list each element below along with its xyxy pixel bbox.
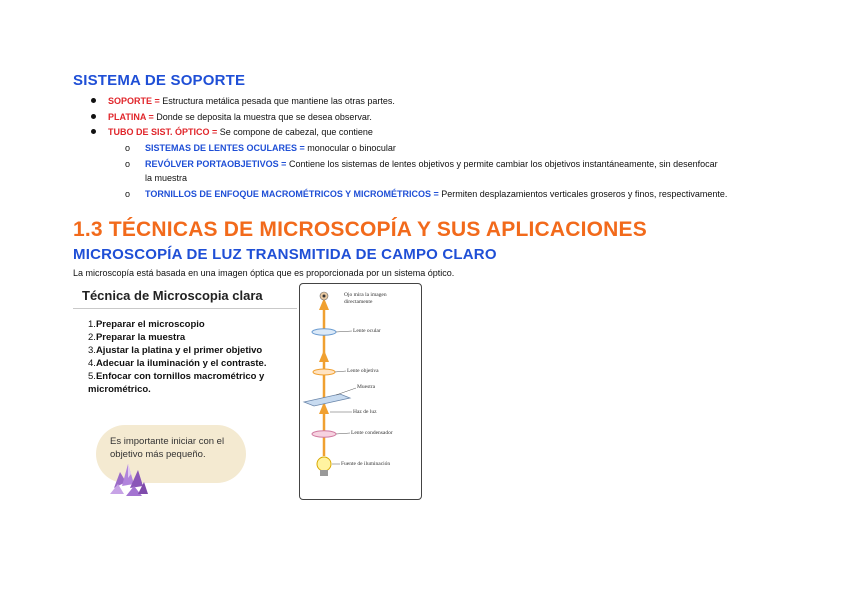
step-number: 2. — [88, 332, 96, 343]
ocular-pointer — [336, 331, 352, 332]
desc-revolver-cont: la muestra — [145, 173, 188, 183]
step-item — [88, 370, 284, 396]
condenser-lens — [312, 431, 336, 437]
step-number: 1. — [88, 319, 96, 330]
sample-slide — [304, 394, 350, 406]
arrow-head-mid — [319, 350, 329, 362]
desc-tornillos: Permiten desplazamientos verticales groseros y finos, respectivamente. — [438, 189, 728, 199]
bulb-base-icon — [320, 470, 328, 476]
section-title: 1.3 TÉCNICAS DE MICROSCOPÍA Y SUS APLICACIONES — [73, 218, 647, 241]
sample-pointer — [336, 388, 356, 395]
step-item — [88, 318, 284, 331]
label-condensador: Lente condensador — [351, 430, 393, 436]
step-text: Ajustar la platina y el primer objetivo — [95, 345, 263, 356]
desc-tubo: Se compone de cabezal, que contiene — [217, 127, 373, 137]
bullet-soporte — [108, 95, 395, 107]
bullet-platina — [108, 111, 372, 123]
section-paragraph: La microscopía está basada en una imagen óptica que es proporcionada por un sistema óptico. — [73, 268, 455, 278]
bullet-dot — [91, 114, 96, 119]
label-fuente: Fuente de iluminación — [341, 461, 391, 467]
step-text: Adecuar la iluminación y el contraste. — [95, 358, 267, 369]
step-text: Enfocar con tornillos macrométrico y micrométrico. — [88, 371, 265, 395]
label-objetiva: Lente objetiva — [347, 368, 379, 374]
bullet-tubo — [108, 126, 373, 138]
term-revolver: REVÓLVER PORTAOBJETIVOS = — [145, 159, 287, 169]
card-title: Técnica de Microscopia clara — [82, 288, 263, 303]
objective-lens — [313, 369, 335, 375]
label-muestra: Muestra — [357, 384, 376, 390]
soporte-heading: SISTEMA DE SOPORTE — [73, 72, 246, 89]
label-eye: Ojo mira la imagen directamente — [344, 292, 387, 305]
subbullet-revolver — [145, 158, 785, 170]
step-item — [88, 331, 284, 344]
step-item — [88, 357, 284, 370]
tip-text: Es importante iniciar con el objetivo más pequeño. — [110, 436, 225, 460]
term-oculares: SISTEMAS DE LENTES OCULARES = — [145, 143, 305, 153]
condenser-pointer — [336, 433, 350, 434]
subbullet-oculares — [145, 142, 396, 154]
term-platina: PLATINA = — [108, 112, 154, 122]
card-divider — [73, 308, 297, 309]
ocular-lens — [312, 329, 336, 335]
desc-oculares: monocular o binocular — [304, 143, 396, 153]
objective-pointer — [335, 371, 346, 372]
section-subtitle: MICROSCOPÍA DE LUZ TRANSMITIDA DE CAMPO CLARO — [73, 246, 497, 263]
subbullet-marker: o — [125, 143, 131, 153]
step-text: Preparar la muestra — [95, 332, 186, 343]
crystal-icon — [108, 458, 150, 498]
subbullet-tornillos — [145, 188, 727, 200]
term-tornillos: TORNILLOS DE ENFOQUE MACROMÉTRICOS Y MICROMÉTRICOS = — [145, 189, 439, 199]
label-haz: Haz de luz — [353, 409, 377, 415]
bullet-dot — [91, 98, 96, 103]
steps-list — [88, 318, 284, 396]
step-item — [88, 344, 284, 357]
eye-pupil-icon — [323, 295, 326, 298]
desc-soporte: Estructura metálica pesada que mantiene las otras partes. — [159, 96, 395, 106]
subbullet-marker: o — [125, 159, 131, 169]
bullet-dot — [91, 129, 96, 134]
microscope-diagram — [299, 283, 422, 500]
step-number: 3. — [88, 345, 96, 356]
step-text: Preparar el microscopio — [95, 319, 205, 330]
step-number: 5. — [88, 371, 96, 382]
desc-revolver: Contiene los sistemas de lentes objetivos y permite cambiar los objetivos instantáneamente, sin desenfocar — [286, 159, 718, 169]
desc-platina: Donde se deposita la muestra que se desea observar. — [153, 112, 372, 122]
step-number: 4. — [88, 358, 96, 369]
term-tubo: TUBO DE SIST. ÓPTICO = — [108, 127, 218, 137]
term-soporte: SOPORTE = — [108, 96, 160, 106]
label-ocular: Lente ocular — [353, 328, 381, 334]
light-bulb-icon — [317, 457, 331, 471]
subbullet-marker: o — [125, 189, 131, 199]
